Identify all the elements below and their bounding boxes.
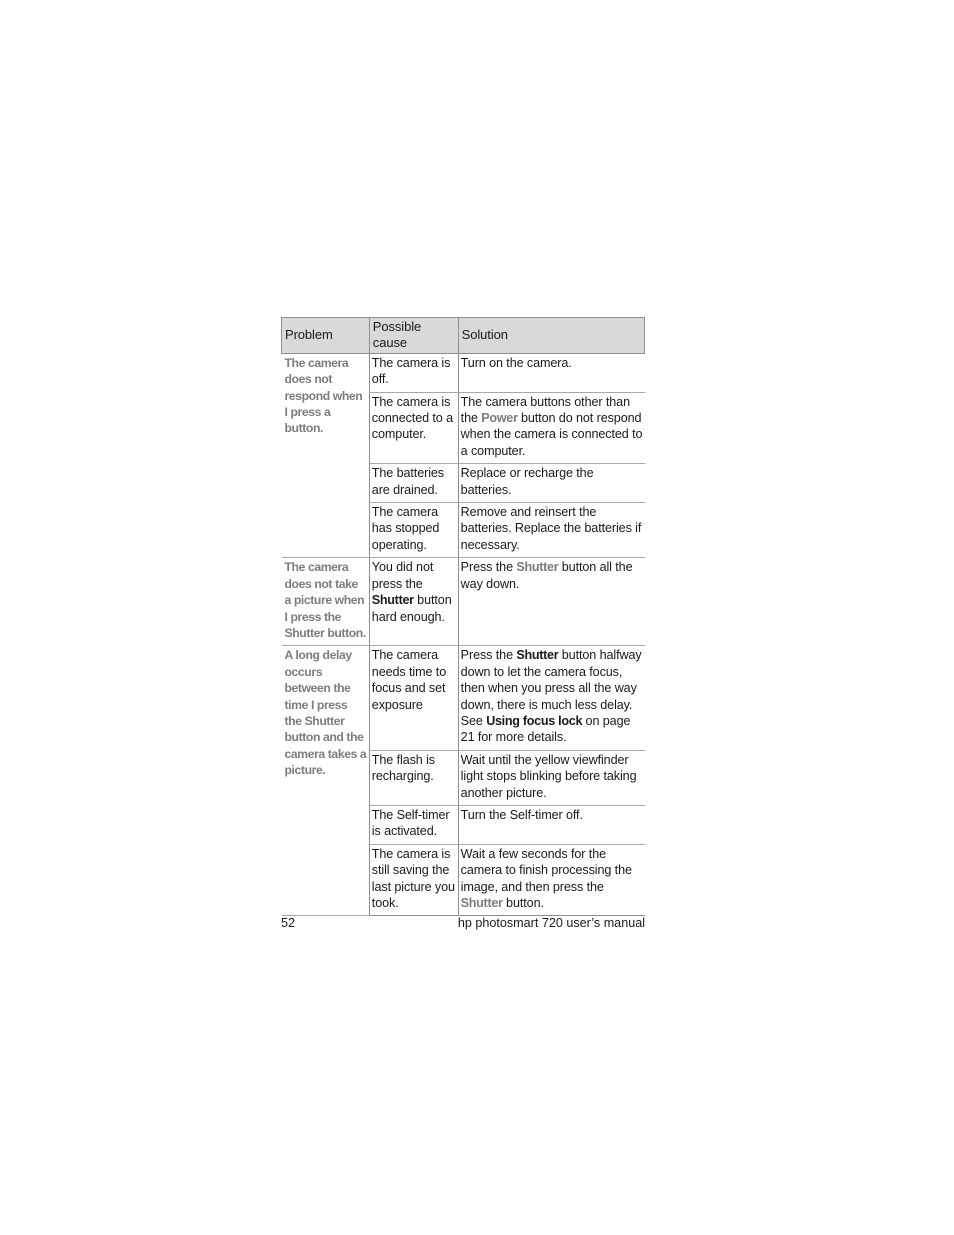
troubleshooting-table [281,317,645,916]
shutter-button-label: Shutter [516,560,559,575]
page-number: 52 [281,916,296,930]
header-row [282,318,645,354]
problem-cell: The camera does not take a picture when I press the Shutter button. [282,558,370,646]
solution-text: Press the [460,560,517,575]
solution-cell: Replace or recharge the batteries. [458,464,644,503]
table-body [282,353,645,916]
solution-text: button do not respond when the camera is connected to a computer. [460,411,643,458]
power-button-label: Power [481,411,518,426]
solution-text: button. [502,896,544,910]
cause-text: button hard enough. [371,593,452,624]
cause-cell: The camera is still saving the last picture you took. [369,844,458,916]
cause-cell [369,558,458,646]
header-possible-cause: Possible cause [369,318,458,354]
manual-title: hp photosmart 720 user’s manual [457,916,645,930]
shutter-button-label: Shutter [516,648,559,663]
table-header [282,318,645,354]
shutter-button-label: Shutter [371,593,414,608]
solution-cell: Turn on the camera. [458,353,644,392]
cause-cell: The camera is connected to a computer. [369,392,458,464]
solution-text: Press the [460,648,517,663]
solution-text: The camera buttons other than the [460,394,630,426]
shutter-button-label: Shutter [460,896,503,910]
solution-cell: Turn the Self-timer off. [458,805,644,844]
solution-cell [458,844,644,916]
solution-text: on page 21 for more details. [460,713,631,745]
cause-cell: The camera has stopped operating. [369,503,458,558]
focus-lock-reference: Using focus lock [486,713,583,728]
table-row [282,353,645,392]
cause-cell: The flash is recharging. [369,750,458,805]
solution-text: button halfway down to let the camera focus, then when you press all the way down, there is much less delay. See [460,648,642,728]
solution-text: Wait a few seconds for the camera to finish processing the image, and then press the [460,846,632,894]
header-solution: Solution [458,318,644,354]
solution-cell: Remove and reinsert the batteries. Replace the batteries if necessary. [458,503,644,558]
cause-cell: The camera is off. [369,353,458,392]
header-problem: Problem [282,318,370,354]
table-row [282,558,645,646]
cause-cell: The camera needs time to focus and set exposure [369,646,458,750]
problem-cell: The camera does not respond when I press a button. [282,353,370,557]
cause-cell: The Self-timer is activated. [369,805,458,844]
solution-cell [458,646,644,750]
cause-text: You did not press the [371,560,434,591]
problem-cell: A long delay occurs between the time I press the Shutter button and the camera takes a picture. [282,646,370,916]
solution-cell [458,558,644,646]
solution-cell [458,392,644,464]
table-row [282,646,645,750]
solution-cell: Wait until the yellow viewfinder light stops blinking before taking another picture. [458,750,644,805]
solution-text: button all the way down. [460,560,633,591]
cause-cell: The batteries are drained. [369,464,458,503]
